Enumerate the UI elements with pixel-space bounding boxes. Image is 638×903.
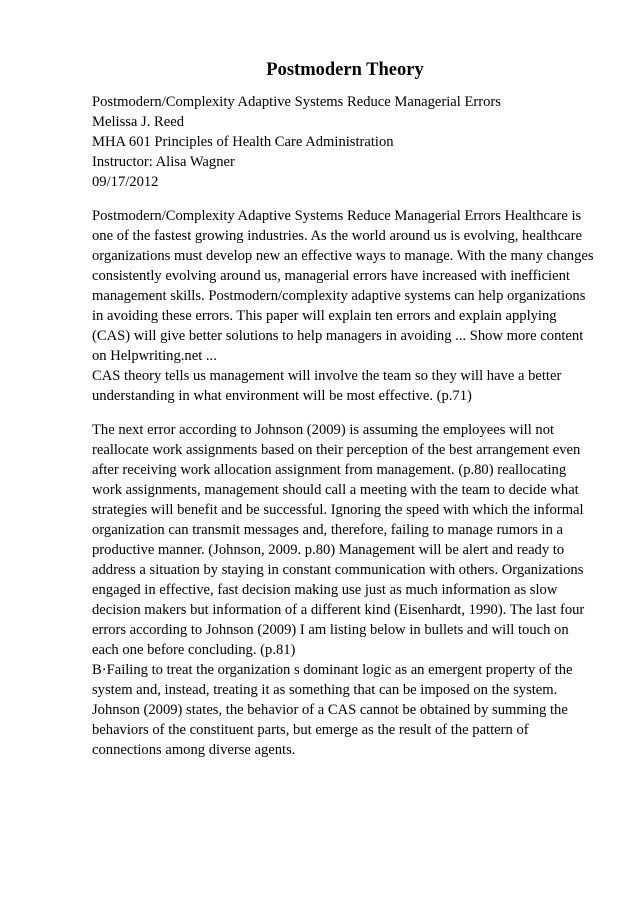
document-title: Postmodern Theory	[266, 60, 424, 80]
header-subtitle: Postmodern/Complexity Adaptive Systems Reduce Managerial Errors	[92, 94, 501, 110]
paragraph-line: decision makers but information of a different kind (Eisenhardt, 1990). The last four	[92, 602, 585, 618]
paragraph-line: each one before concluding. (p.81)	[92, 642, 296, 658]
paragraph-line: address a situation by staying in constant communication with others. Organizations	[92, 562, 584, 578]
header-date: 09/17/2012	[92, 174, 159, 190]
paragraph-line: one of the fastest growing industries. As the world around us is evolving, healthcare	[92, 228, 583, 244]
paragraph-line: organizations must develop new an effective ways to manage. With the many changes	[92, 248, 594, 264]
header-instructor: Instructor: Alisa Wagner	[92, 154, 235, 170]
paragraph-line: productive manner. (Johnson, 2009. p.80) Management will be alert and ready to	[92, 542, 565, 558]
paragraph-line: CAS theory tells us management will involve the team so they will have a better	[92, 368, 562, 384]
paragraph-line: after receiving work allocation assignment from management. (p.80) reallocating	[92, 462, 567, 478]
paragraph-line: system and, instead, treating it as something that can be imposed on the system.	[92, 682, 558, 698]
paragraph-line: understanding in what environment will be most effective. (p.71)	[92, 388, 472, 404]
paragraph-line: errors according to Johnson (2009) I am listing below in bullets and will touch on	[92, 622, 569, 638]
paragraph-line: work assignments, management should call a meeting with the team to decide what	[92, 482, 579, 498]
paragraph-line: behaviors of the constituent parts, but emerge as the result of the pattern of	[92, 722, 529, 738]
paragraph-2	[92, 420, 598, 760]
paragraph-line: The next error according to Johnson (2009) is assuming the employees will not	[92, 422, 555, 438]
paragraph-line: Postmodern/Complexity Adaptive Systems Reduce Managerial Errors Healthcare is	[92, 208, 582, 224]
paragraph-line: management skills. Postmodern/complexity adaptive systems can help organizations	[92, 288, 586, 304]
paragraph-line: Johnson (2009) states, the behavior of a CAS cannot be obtained by summing the	[92, 702, 568, 718]
paragraph-gap	[92, 192, 598, 206]
bullet-line: B·Failing to treat the organization s dominant logic as an emergent property of the	[92, 662, 573, 678]
paragraph-line: in avoiding these errors. This paper will explain ten errors and explain applying	[92, 308, 557, 324]
paragraph-line: engaged in effective, fast decision making use just as much information as slow	[92, 582, 558, 598]
paragraph-line: consistently evolving around us, managerial errors have increased with inefficient	[92, 268, 570, 284]
paragraph-line: reallocate work assignments based on their perception of the best arrangement even	[92, 442, 581, 458]
header-course: MHA 601 Principles of Health Care Administration	[92, 134, 394, 150]
header-author: Melissa J. Reed	[92, 114, 185, 130]
paragraph-line: organization can transmit messages and, therefore, failing to manage rumors in a	[92, 522, 564, 538]
paragraph-gap	[92, 406, 598, 420]
paragraph-line: strategies will benefit and be successful. Ignoring the speed with which the informal	[92, 502, 584, 518]
paragraph-line: connections among diverse agents.	[92, 742, 296, 758]
document-header-block	[92, 92, 598, 192]
paragraph-line: (CAS) will give better solutions to help managers in avoiding ... Show more content	[92, 328, 584, 344]
paragraph-1	[92, 206, 598, 406]
paragraph-line: on Helpwriting.net ...	[92, 348, 217, 364]
